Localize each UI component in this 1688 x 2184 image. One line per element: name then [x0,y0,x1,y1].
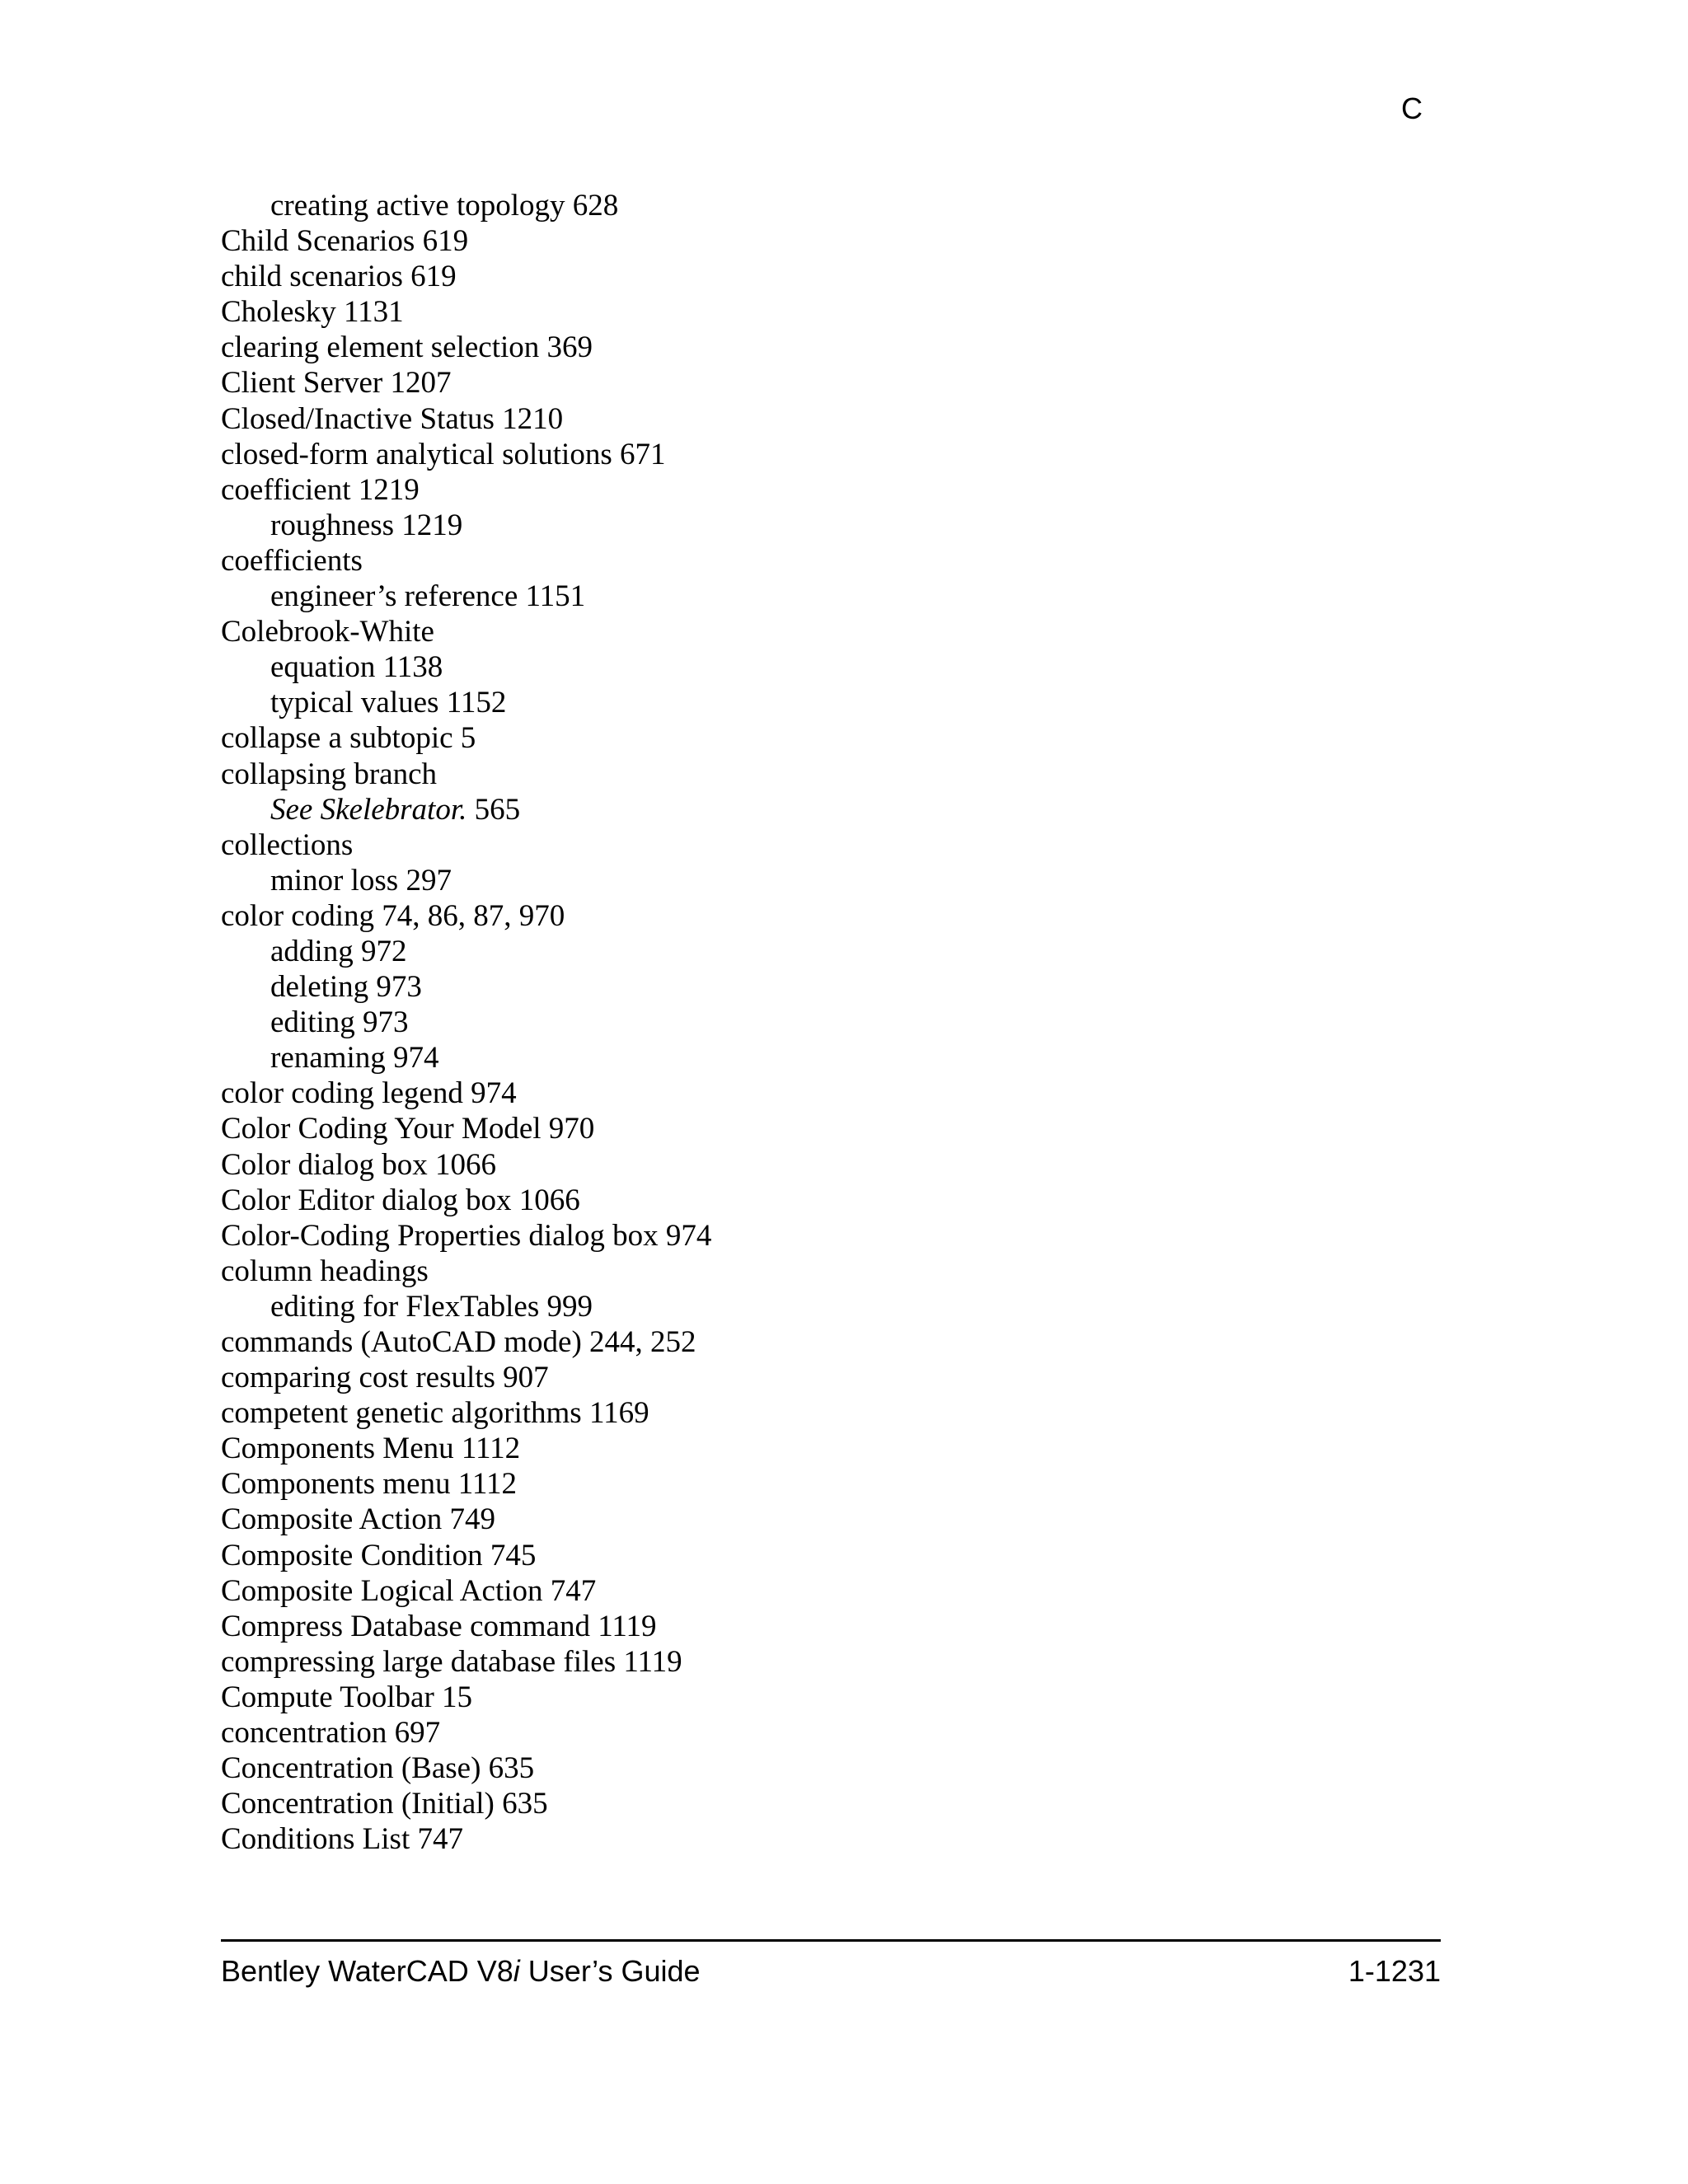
index-entry: comparing cost results 907 [221,1361,549,1395]
index-subentry: roughness 1219 [270,508,463,542]
footer-book-title [221,1952,701,1991]
index-entry: Composite Logical Action 747 [221,1573,597,1608]
index-entry: Concentration (Base) 635 [221,1751,535,1786]
index-entry: clearing element selection 369 [221,330,593,365]
index-entry: coefficient 1219 [221,472,420,507]
index-subentry: renaming 974 [270,1041,439,1076]
index-entry: Composite Condition 745 [221,1538,537,1572]
index-entry: coefficients [221,543,363,578]
index-subentry: adding 972 [270,934,407,968]
index-list [221,188,1441,1857]
index-entry: collections [221,827,354,862]
index-entry: Components Menu 1112 [221,1432,521,1466]
footer-title-italic: i [513,1954,520,1988]
index-subentry: editing for FlexTables 999 [270,1289,593,1324]
see-reference: See Skelebrator. [270,792,467,827]
index-entry: Composite Action 749 [221,1502,495,1537]
index-entry: Color-Coding Properties dialog box 974 [221,1218,712,1253]
index-entry: collapse a subtopic 5 [221,721,476,756]
index-entry: Components menu 1112 [221,1467,518,1502]
index-entry: column headings [221,1254,429,1288]
index-entry: Conditions List 747 [221,1822,463,1857]
index-subentry: editing 973 [270,1005,409,1040]
footer-title-suffix: User’s Guide [519,1954,701,1988]
index-entry: Colebrook-White [221,615,434,649]
index-entry: collapsing branch [221,757,437,791]
see-reference-page: 565 [467,792,521,827]
index-subentry: equation 1138 [270,650,443,685]
footer-title-prefix: Bentley WaterCAD V8 [221,1954,513,1988]
index-entry: child scenarios 619 [221,260,457,294]
index-entry: concentration 697 [221,1716,441,1750]
footer-divider [221,1939,1441,1942]
index-subentry: typical values 1152 [270,686,507,720]
footer-page-number: 1-1231 [1348,1954,1441,1988]
index-entry: Concentration (Initial) 635 [221,1787,548,1821]
index-subentry: deleting 973 [270,970,422,1005]
index-entry: Cholesky 1131 [221,295,404,330]
index-entry: Closed/Inactive Status 1210 [221,401,564,436]
index-entry: commands (AutoCAD mode) 244, 252 [221,1325,696,1359]
index-entry: color coding 74, 86, 87, 970 [221,898,565,933]
index-entry: Color Editor dialog box 1066 [221,1183,580,1217]
index-entry: Compress Database command 1119 [221,1609,657,1643]
index-entry: Color dialog box 1066 [221,1147,497,1182]
index-entry: Compute Toolbar 15 [221,1680,473,1714]
index-entry: competent genetic algorithms 1169 [221,1396,649,1431]
index-entry: color coding legend 974 [221,1076,517,1111]
section-letter: C [1401,91,1423,125]
index-entry: closed-form analytical solutions 671 [221,437,666,471]
index-entry: Child Scenarios 619 [221,224,469,259]
index-subentry [221,792,1441,827]
index-subentry: minor loss 297 [270,863,452,898]
index-entry: compressing large database files 1119 [221,1644,682,1679]
index-subentry: engineer’s reference 1151 [270,579,586,614]
index-subentry: creating active topology 628 [270,189,619,223]
index-entry: Client Server 1207 [221,366,452,401]
index-entry: Color Coding Your Model 970 [221,1112,595,1146]
